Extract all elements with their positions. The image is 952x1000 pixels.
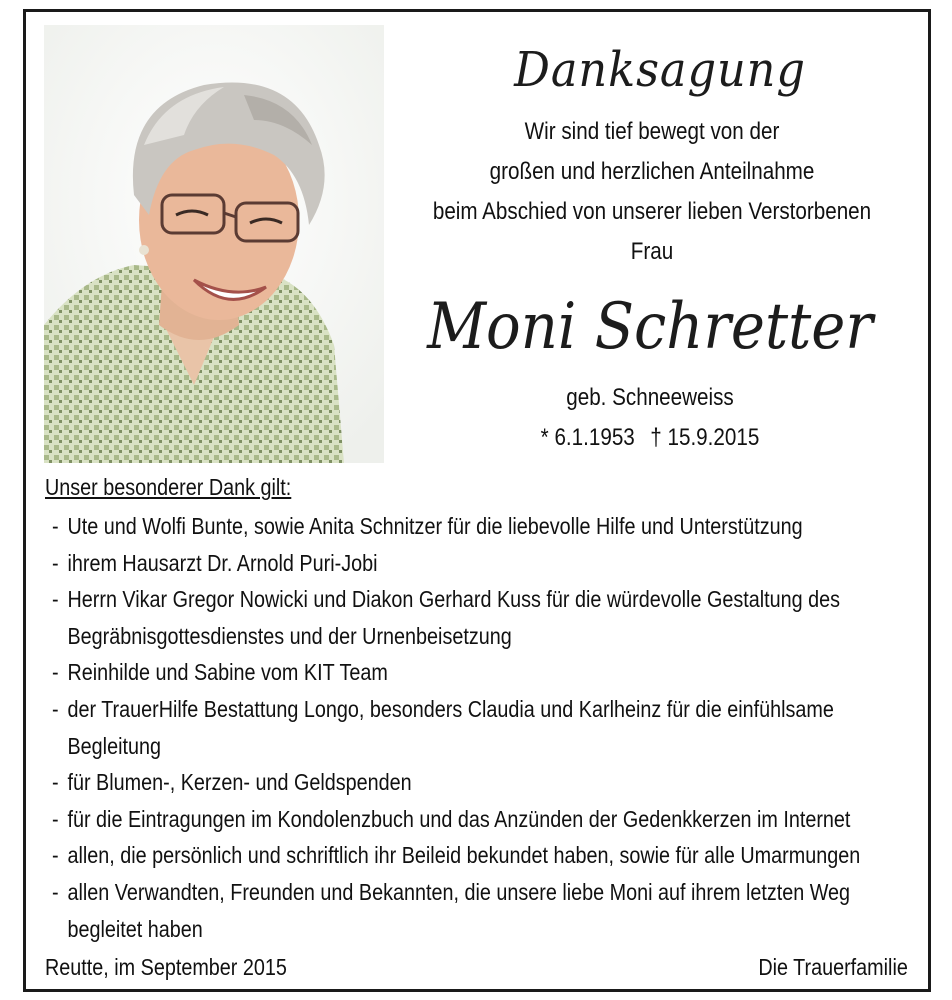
intro-line: Wir sind tief bewegt von der	[524, 118, 780, 145]
list-item	[52, 581, 912, 654]
list-dash: -	[52, 513, 59, 539]
list-dash: -	[52, 769, 59, 796]
dates-row	[495, 418, 805, 458]
list-item-continuation: Begleitung	[67, 732, 161, 759]
list-item-text: Herrn Vikar Gregor Nowicki und Diakon Gerhard Kuss für die würdevolle Gestaltung des	[67, 586, 841, 613]
deceased-name: Moni Schretter	[427, 290, 873, 364]
list-item-text: für Blumen-, Kerzen- und Geldspenden	[67, 769, 412, 796]
list-item-text: Ute und Wolfi Bunte, sowie Anita Schnitzer für die liebevolle Hilfe und Unterstützung	[67, 513, 803, 539]
list-item	[52, 764, 912, 801]
list-item	[52, 837, 912, 874]
list-dash: -	[52, 842, 59, 869]
maiden-name: geb. Schneeweiss	[566, 384, 734, 411]
intro-line: beim Abschied von unserer lieben Verstorbenen	[432, 198, 872, 225]
list-item-continuation: begleitet haben	[67, 915, 203, 942]
list-dash: -	[52, 659, 59, 686]
thanks-heading: Unser besonderer Dank gilt:	[45, 474, 292, 500]
list-item	[52, 801, 912, 838]
list-item-text: der TrauerHilfe Bestattung Longo, besonders Claudia und Karlheinz für die einfühlsame	[67, 695, 834, 722]
list-item	[52, 874, 912, 947]
intro-line: großen und herzlichen Anteilnahme	[489, 158, 815, 185]
list-item-text: allen Verwandten, Freunden und Bekannten, die unsere liebe Moni auf ihrem letzten Weg	[67, 878, 851, 905]
list-dash: -	[52, 805, 59, 832]
intro-line: Frau	[630, 238, 674, 265]
list-dash: -	[52, 549, 59, 576]
list-item	[52, 691, 912, 764]
list-item-text: Reinhilde und Sabine vom KIT Team	[67, 659, 388, 686]
list-item-text: allen, die persönlich und schriftlich ihr Beileid bekundet haben, sowie für alle Umarmungen	[67, 842, 861, 869]
intro-text	[428, 112, 875, 272]
list-dash: -	[52, 878, 59, 905]
list-dash: -	[52, 695, 59, 722]
portrait-illustration	[44, 25, 384, 463]
signature: Die Trauerfamilie	[758, 954, 908, 980]
birth-date: * 6.1.1953	[540, 424, 635, 451]
list-item-continuation: Begräbnisgottesdienstes und der Urnenbeisetzung	[67, 622, 512, 649]
life-dates	[495, 378, 805, 458]
list-item	[52, 545, 912, 582]
heading-title: Danksagung	[514, 42, 806, 98]
list-item	[52, 508, 912, 545]
place-date: Reutte, im September 2015	[45, 954, 287, 980]
portrait-photo	[44, 25, 384, 463]
thanks-list	[52, 508, 912, 947]
list-item-text: ihrem Hausarzt Dr. Arnold Puri-Jobi	[67, 549, 378, 576]
death-date: † 15.9.2015	[650, 424, 760, 451]
list-item-text: für die Eintragungen im Kondolenzbuch und das Anzünden der Gedenkkerzen im Internet	[67, 805, 851, 832]
list-item	[52, 654, 912, 691]
list-dash: -	[52, 586, 59, 613]
